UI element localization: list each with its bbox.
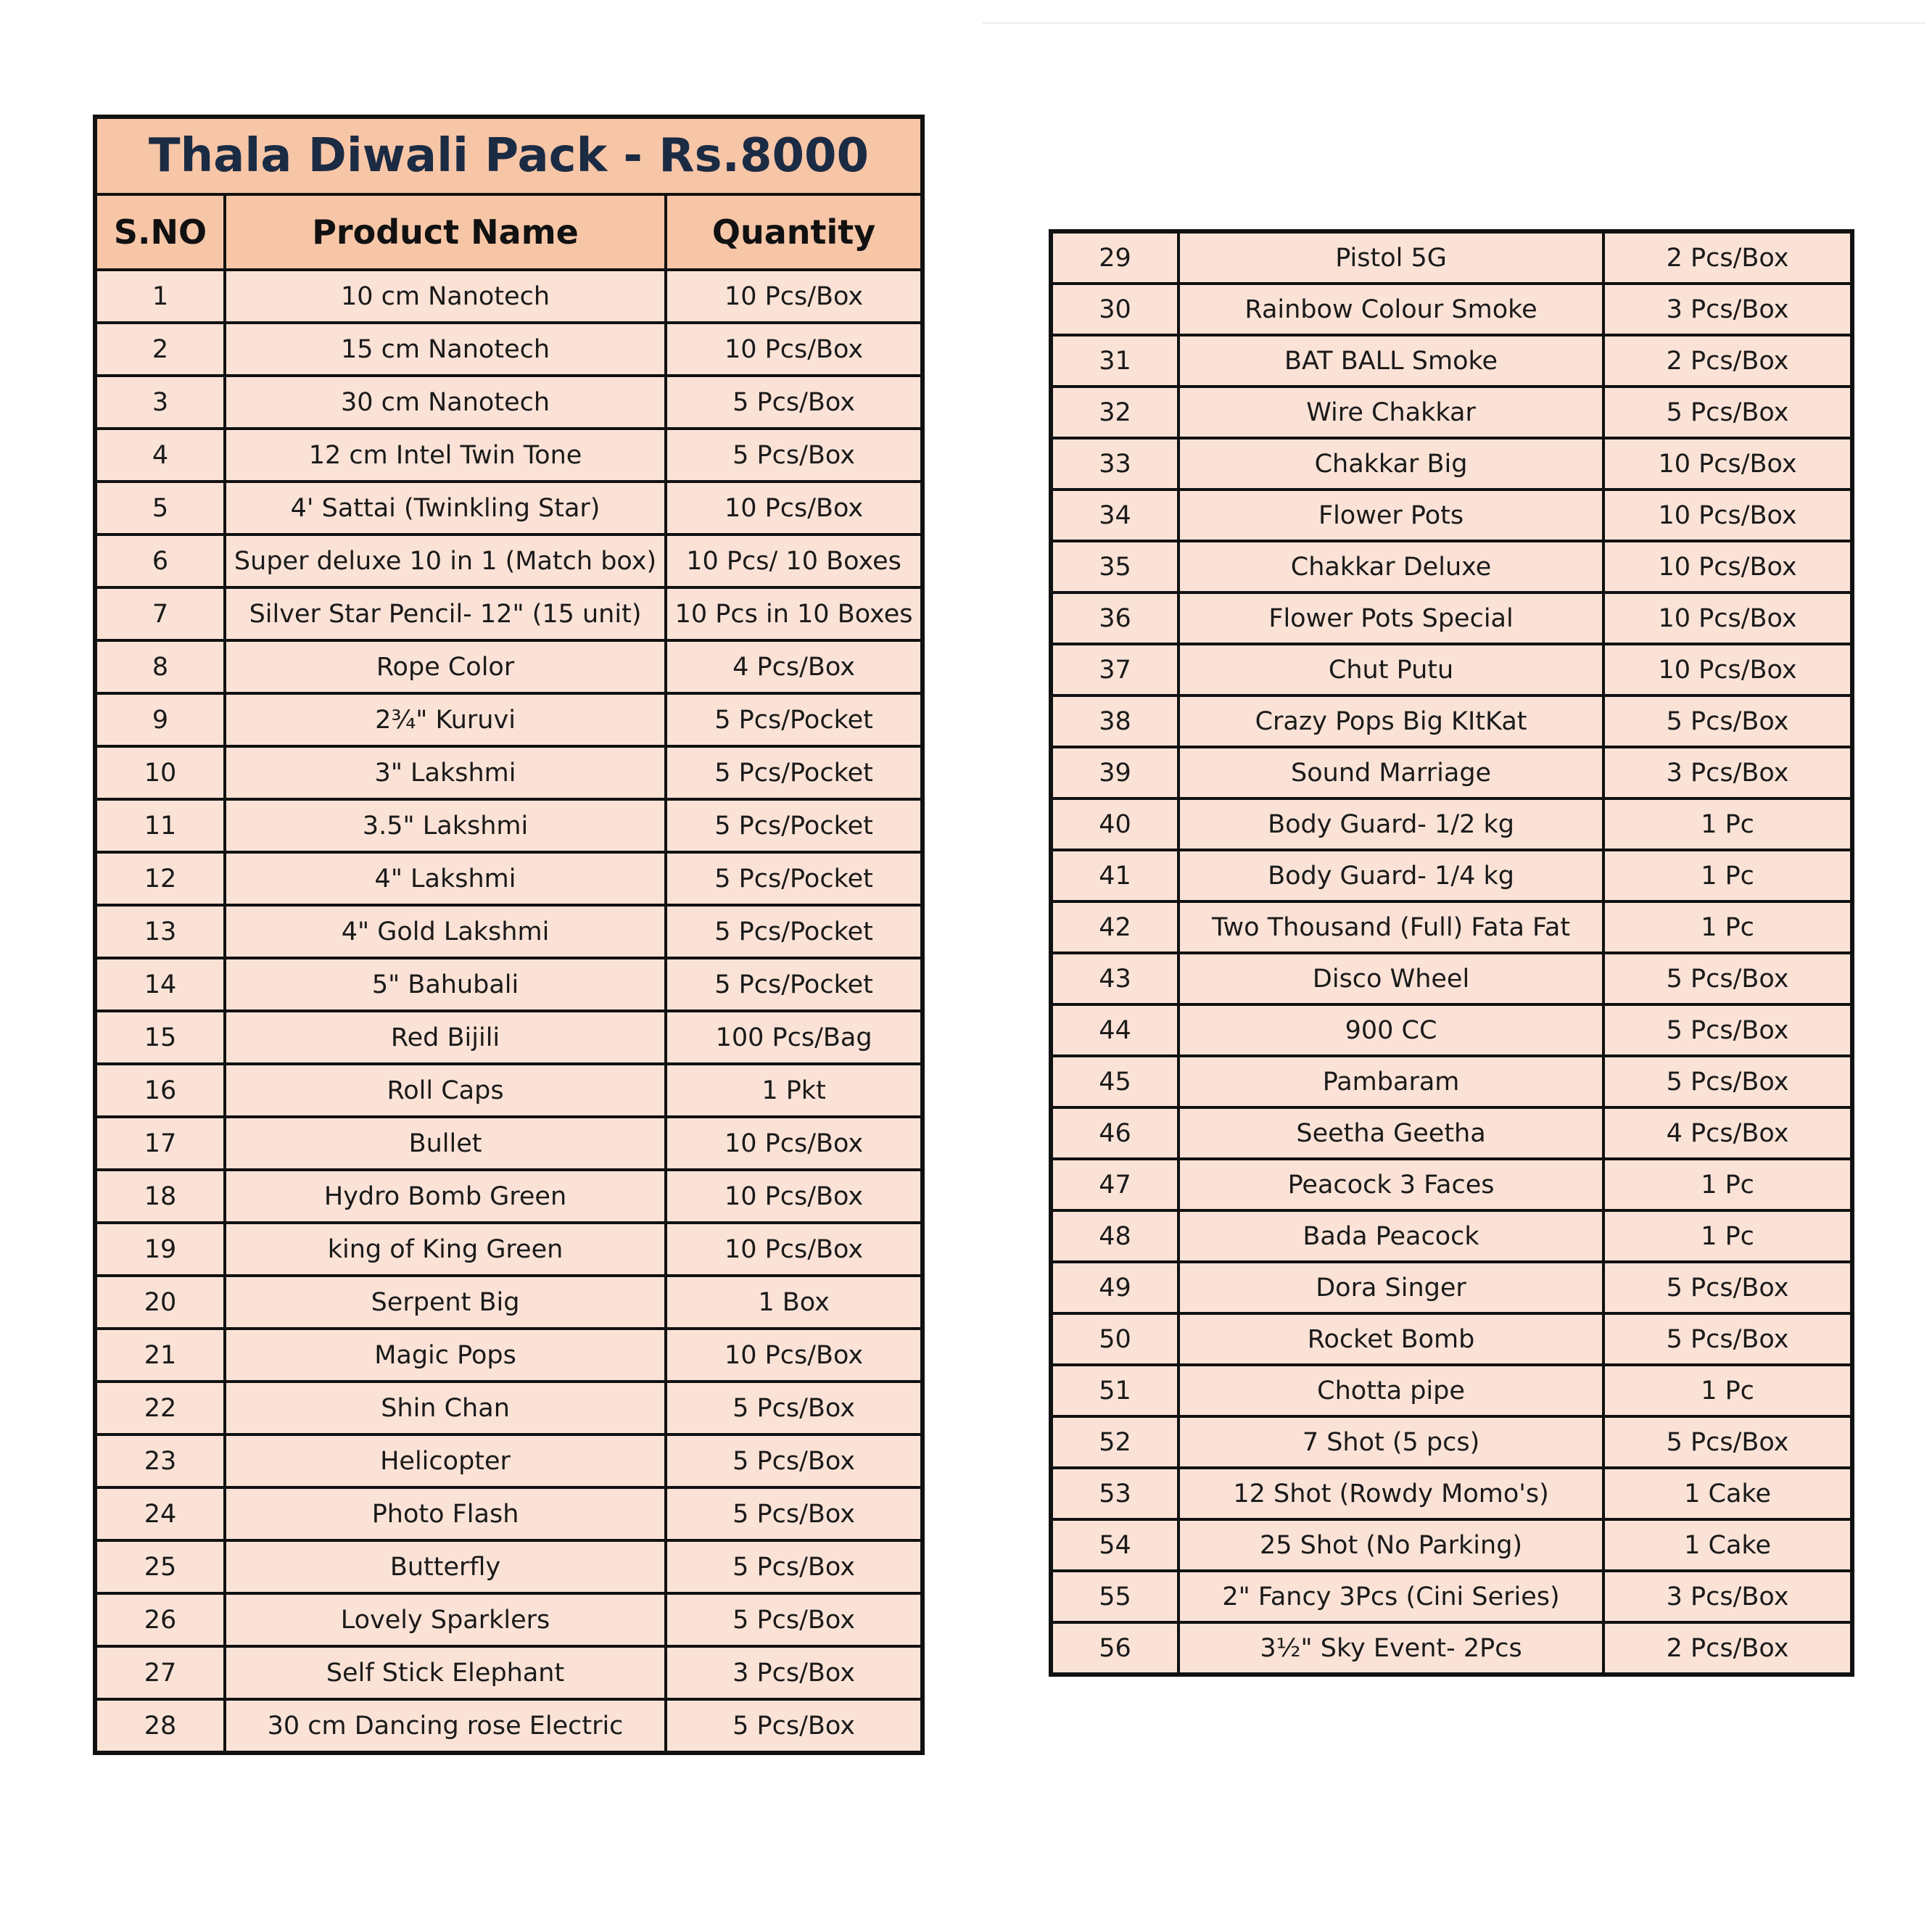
product-name-cell: Red Bijili	[225, 1011, 666, 1064]
product-name-cell: Lovely Sparklers	[225, 1593, 666, 1646]
quantity-cell: 4 Pcs/Box	[1603, 1107, 1852, 1159]
product-name-cell: Peacock 3 Faces	[1178, 1159, 1603, 1210]
sno-cell: 6	[95, 534, 225, 587]
sno-cell: 23	[95, 1434, 225, 1487]
product-name-cell: 4" Lakshmi	[225, 852, 666, 905]
sno-cell: 14	[95, 958, 225, 1011]
table-row	[95, 482, 922, 534]
sno-cell: 2	[95, 323, 225, 376]
table-row	[95, 376, 922, 429]
quantity-cell: 5 Pcs/Box	[1603, 1416, 1852, 1468]
quantity-cell: 10 Pcs/Box	[666, 1223, 922, 1276]
sno-cell: 24	[95, 1487, 225, 1540]
product-name-cell: 3½" Sky Event- 2Pcs	[1178, 1622, 1603, 1675]
sno-cell: 11	[95, 799, 225, 852]
quantity-cell: 10 Pcs in 10 Boxes	[666, 587, 922, 640]
quantity-cell: 2 Pcs/Box	[1603, 335, 1852, 387]
pack-title: Thala Diwali Pack - Rs.8000	[95, 117, 922, 194]
top-divider-line	[983, 22, 1925, 24]
table-row	[1051, 593, 1852, 644]
sno-cell: 7	[95, 587, 225, 640]
sno-cell: 1	[95, 270, 225, 323]
sno-cell: 30	[1051, 284, 1178, 335]
table-row	[95, 693, 922, 746]
product-name-cell: Crazy Pops Big KItKat	[1178, 695, 1603, 747]
sno-cell: 31	[1051, 335, 1178, 387]
product-name-cell: 2" Fancy 3Pcs (Cini Series)	[1178, 1571, 1603, 1622]
sno-cell: 18	[95, 1170, 225, 1223]
quantity-cell: 10 Pcs/Box	[666, 1117, 922, 1170]
product-name-cell: Serpent Big	[225, 1276, 666, 1329]
product-name-cell: king of King Green	[225, 1223, 666, 1276]
sno-cell: 17	[95, 1117, 225, 1170]
quantity-cell: 10 Pcs/Box	[666, 270, 922, 323]
quantity-cell: 1 Pc	[1603, 1159, 1852, 1210]
sno-cell: 5	[95, 482, 225, 534]
sno-cell: 32	[1051, 387, 1178, 438]
sno-cell: 12	[95, 852, 225, 905]
product-name-cell: Sound Marriage	[1178, 747, 1603, 798]
product-name-cell: 10 cm Nanotech	[225, 270, 666, 323]
table-row	[95, 1064, 922, 1117]
table-row	[95, 905, 922, 958]
sno-cell: 25	[95, 1540, 225, 1593]
table-row	[95, 270, 922, 323]
table-row	[95, 852, 922, 905]
table-row	[95, 799, 922, 852]
quantity-cell: 10 Pcs/Box	[1603, 593, 1852, 644]
table-row	[95, 1434, 922, 1487]
table-row	[95, 1329, 922, 1382]
product-name-cell: 3" Lakshmi	[225, 746, 666, 799]
product-name-cell: Chakkar Deluxe	[1178, 541, 1603, 593]
sno-cell: 51	[1051, 1365, 1178, 1416]
quantity-cell: 1 Pc	[1603, 850, 1852, 901]
quantity-cell: 5 Pcs/Pocket	[666, 799, 922, 852]
quantity-cell: 5 Pcs/Box	[666, 376, 922, 429]
product-name-cell: 2¾" Kuruvi	[225, 693, 666, 746]
quantity-cell: 2 Pcs/Box	[1603, 1622, 1852, 1675]
sno-cell: 37	[1051, 644, 1178, 695]
sno-cell: 9	[95, 693, 225, 746]
sno-cell: 46	[1051, 1107, 1178, 1159]
product-name-cell: Rainbow Colour Smoke	[1178, 284, 1603, 335]
table-row	[1051, 284, 1852, 335]
table-row	[1051, 901, 1852, 953]
table-row	[1051, 1313, 1852, 1365]
product-name-cell: 4" Gold Lakshmi	[225, 905, 666, 958]
sno-cell: 35	[1051, 541, 1178, 593]
sno-cell: 36	[1051, 593, 1178, 644]
table-row	[95, 640, 922, 693]
table-row	[1051, 1159, 1852, 1210]
left-table-body	[95, 270, 922, 1753]
sno-cell: 40	[1051, 798, 1178, 850]
quantity-cell: 5 Pcs/Box	[1603, 1313, 1852, 1365]
product-name-cell: Roll Caps	[225, 1064, 666, 1117]
product-name-cell: Rope Color	[225, 640, 666, 693]
product-name-cell: BAT BALL Smoke	[1178, 335, 1603, 387]
quantity-cell: 5 Pcs/Box	[1603, 695, 1852, 747]
quantity-cell: 5 Pcs/Box	[1603, 953, 1852, 1004]
quantity-cell: 1 Pkt	[666, 1064, 922, 1117]
table-row	[95, 1276, 922, 1329]
sno-cell: 8	[95, 640, 225, 693]
product-name-cell: Body Guard- 1/2 kg	[1178, 798, 1603, 850]
sno-cell: 19	[95, 1223, 225, 1276]
product-name-cell: Two Thousand (Full) Fata Fat	[1178, 901, 1603, 953]
quantity-cell: 10 Pcs/Box	[1603, 644, 1852, 695]
table-row	[1051, 231, 1852, 284]
product-name-cell: Dora Singer	[1178, 1262, 1603, 1313]
table-row	[95, 958, 922, 1011]
table-row	[95, 1699, 922, 1753]
quantity-cell: 5 Pcs/Box	[1603, 1004, 1852, 1056]
quantity-cell: 5 Pcs/Pocket	[666, 905, 922, 958]
product-name-cell: 12 cm Intel Twin Tone	[225, 429, 666, 482]
quantity-cell: 5 Pcs/Box	[666, 1699, 922, 1753]
table-row	[1051, 1365, 1852, 1416]
product-name-cell: 900 CC	[1178, 1004, 1603, 1056]
sno-cell: 34	[1051, 490, 1178, 541]
table-row	[1051, 695, 1852, 747]
product-name-cell: Rocket Bomb	[1178, 1313, 1603, 1365]
quantity-cell: 10 Pcs/Box	[1603, 541, 1852, 593]
product-name-cell: 30 cm Nanotech	[225, 376, 666, 429]
table-row	[95, 534, 922, 587]
product-name-cell: Silver Star Pencil- 12" (15 unit)	[225, 587, 666, 640]
table-row	[1051, 1622, 1852, 1675]
table-row	[95, 1011, 922, 1064]
product-name-cell: 4' Sattai (Twinkling Star)	[225, 482, 666, 534]
quantity-cell: 2 Pcs/Box	[1603, 231, 1852, 284]
quantity-cell: 5 Pcs/Box	[666, 1487, 922, 1540]
table-row	[1051, 1519, 1852, 1571]
sno-cell: 54	[1051, 1519, 1178, 1571]
quantity-cell: 1 Cake	[1603, 1519, 1852, 1571]
product-name-cell: 15 cm Nanotech	[225, 323, 666, 376]
sno-cell: 55	[1051, 1571, 1178, 1622]
quantity-cell: 10 Pcs/Box	[666, 1329, 922, 1382]
table-row	[1051, 1107, 1852, 1159]
sno-cell: 49	[1051, 1262, 1178, 1313]
quantity-cell: 3 Pcs/Box	[1603, 1571, 1852, 1622]
product-name-cell: Self Stick Elephant	[225, 1646, 666, 1699]
product-name-cell: 25 Shot (No Parking)	[1178, 1519, 1603, 1571]
quantity-cell: 10 Pcs/Box	[1603, 438, 1852, 490]
quantity-cell: 100 Pcs/Bag	[666, 1011, 922, 1064]
quantity-cell: 1 Pc	[1603, 1365, 1852, 1416]
quantity-cell: 3 Pcs/Box	[666, 1646, 922, 1699]
table-row	[1051, 1416, 1852, 1468]
product-name-cell: Magic Pops	[225, 1329, 666, 1382]
sno-cell: 26	[95, 1593, 225, 1646]
product-name-cell: 5" Bahubali	[225, 958, 666, 1011]
product-name-cell: Shin Chan	[225, 1382, 666, 1434]
sno-cell: 13	[95, 905, 225, 958]
product-name-cell: 12 Shot (Rowdy Momo's)	[1178, 1468, 1603, 1519]
quantity-cell: 1 Pc	[1603, 798, 1852, 850]
quantity-cell: 5 Pcs/Pocket	[666, 746, 922, 799]
sno-cell: 47	[1051, 1159, 1178, 1210]
product-name-cell: Flower Pots Special	[1178, 593, 1603, 644]
quantity-cell: 1 Cake	[1603, 1468, 1852, 1519]
sno-cell: 38	[1051, 695, 1178, 747]
quantity-cell: 4 Pcs/Box	[666, 640, 922, 693]
product-name-cell: Wire Chakkar	[1178, 387, 1603, 438]
product-name-cell: Seetha Geetha	[1178, 1107, 1603, 1159]
quantity-cell: 5 Pcs/Box	[666, 1593, 922, 1646]
table-row	[95, 746, 922, 799]
table-row	[1051, 1210, 1852, 1262]
product-name-cell: Pistol 5G	[1178, 231, 1603, 284]
product-name-cell: Helicopter	[225, 1434, 666, 1487]
quantity-cell: 5 Pcs/Box	[666, 1434, 922, 1487]
quantity-cell: 5 Pcs/Box	[666, 1540, 922, 1593]
product-name-cell: Bullet	[225, 1117, 666, 1170]
header-quantity: Quantity	[666, 194, 922, 270]
product-name-cell: 3.5" Lakshmi	[225, 799, 666, 852]
table-row	[95, 1170, 922, 1223]
table-row	[95, 1223, 922, 1276]
quantity-cell: 1 Pc	[1603, 1210, 1852, 1262]
sno-cell: 41	[1051, 850, 1178, 901]
sno-cell: 42	[1051, 901, 1178, 953]
sno-cell: 52	[1051, 1416, 1178, 1468]
quantity-cell: 5 Pcs/Pocket	[666, 852, 922, 905]
product-name-cell: Bada Peacock	[1178, 1210, 1603, 1262]
table-row	[1051, 798, 1852, 850]
table-row	[1051, 490, 1852, 541]
product-name-cell: Super deluxe 10 in 1 (Match box)	[225, 534, 666, 587]
table-row	[95, 1593, 922, 1646]
quantity-cell: 10 Pcs/ 10 Boxes	[666, 534, 922, 587]
price-list-table-left	[93, 115, 925, 1755]
sno-cell: 43	[1051, 953, 1178, 1004]
quantity-cell: 10 Pcs/Box	[666, 323, 922, 376]
quantity-cell: 3 Pcs/Box	[1603, 747, 1852, 798]
table-row	[95, 1540, 922, 1593]
sno-cell: 22	[95, 1382, 225, 1434]
quantity-cell: 3 Pcs/Box	[1603, 284, 1852, 335]
table-row	[1051, 1571, 1852, 1622]
quantity-cell: 5 Pcs/Box	[1603, 387, 1852, 438]
sno-cell: 15	[95, 1011, 225, 1064]
quantity-cell: 10 Pcs/Box	[666, 1170, 922, 1223]
sno-cell: 10	[95, 746, 225, 799]
product-name-cell: Butterfly	[225, 1540, 666, 1593]
sno-cell: 4	[95, 429, 225, 482]
sno-cell: 45	[1051, 1056, 1178, 1107]
table-row	[1051, 1004, 1852, 1056]
quantity-cell: 5 Pcs/Box	[666, 1382, 922, 1434]
sno-cell: 28	[95, 1699, 225, 1753]
sno-cell: 56	[1051, 1622, 1178, 1675]
quantity-cell: 10 Pcs/Box	[666, 482, 922, 534]
quantity-cell: 5 Pcs/Box	[1603, 1262, 1852, 1313]
table-row	[1051, 541, 1852, 593]
product-name-cell: Chakkar Big	[1178, 438, 1603, 490]
table-row	[95, 1487, 922, 1540]
sno-cell: 44	[1051, 1004, 1178, 1056]
table-row	[1051, 335, 1852, 387]
table-row	[1051, 1262, 1852, 1313]
price-list-table-right	[1049, 229, 1854, 1677]
sno-cell: 20	[95, 1276, 225, 1329]
sno-cell: 33	[1051, 438, 1178, 490]
product-name-cell: Photo Flash	[225, 1487, 666, 1540]
quantity-cell: 5 Pcs/Pocket	[666, 958, 922, 1011]
product-name-cell: Chotta pipe	[1178, 1365, 1603, 1416]
sno-cell: 39	[1051, 747, 1178, 798]
sno-cell: 27	[95, 1646, 225, 1699]
table-row	[1051, 1056, 1852, 1107]
table-row	[1051, 387, 1852, 438]
right-table-body	[1051, 231, 1852, 1675]
table-row	[95, 587, 922, 640]
product-name-cell: 7 Shot (5 pcs)	[1178, 1416, 1603, 1468]
quantity-cell: 5 Pcs/Box	[1603, 1056, 1852, 1107]
product-name-cell: Hydro Bomb Green	[225, 1170, 666, 1223]
title-row	[95, 117, 922, 194]
sno-cell: 21	[95, 1329, 225, 1382]
quantity-cell: 5 Pcs/Pocket	[666, 693, 922, 746]
column-header-row	[95, 194, 922, 270]
quantity-cell: 1 Pc	[1603, 901, 1852, 953]
table-row	[1051, 644, 1852, 695]
header-sno: S.NO	[95, 194, 225, 270]
sno-cell: 16	[95, 1064, 225, 1117]
table-row	[1051, 850, 1852, 901]
table-row	[95, 1117, 922, 1170]
table-row	[95, 323, 922, 376]
sno-cell: 53	[1051, 1468, 1178, 1519]
table-row	[1051, 1468, 1852, 1519]
product-name-cell: Chut Putu	[1178, 644, 1603, 695]
product-name-cell: 30 cm Dancing rose Electric	[225, 1699, 666, 1753]
table-row	[1051, 438, 1852, 490]
table-row	[95, 429, 922, 482]
product-name-cell: Disco Wheel	[1178, 953, 1603, 1004]
table-row	[1051, 747, 1852, 798]
sno-cell: 3	[95, 376, 225, 429]
product-name-cell: Flower Pots	[1178, 490, 1603, 541]
sno-cell: 50	[1051, 1313, 1178, 1365]
sno-cell: 29	[1051, 231, 1178, 284]
header-product-name: Product Name	[225, 194, 666, 270]
quantity-cell: 1 Box	[666, 1276, 922, 1329]
table-row	[1051, 953, 1852, 1004]
sno-cell: 48	[1051, 1210, 1178, 1262]
product-name-cell: Pambaram	[1178, 1056, 1603, 1107]
table-row	[95, 1646, 922, 1699]
quantity-cell: 5 Pcs/Box	[666, 429, 922, 482]
product-name-cell: Body Guard- 1/4 kg	[1178, 850, 1603, 901]
table-row	[95, 1382, 922, 1434]
quantity-cell: 10 Pcs/Box	[1603, 490, 1852, 541]
